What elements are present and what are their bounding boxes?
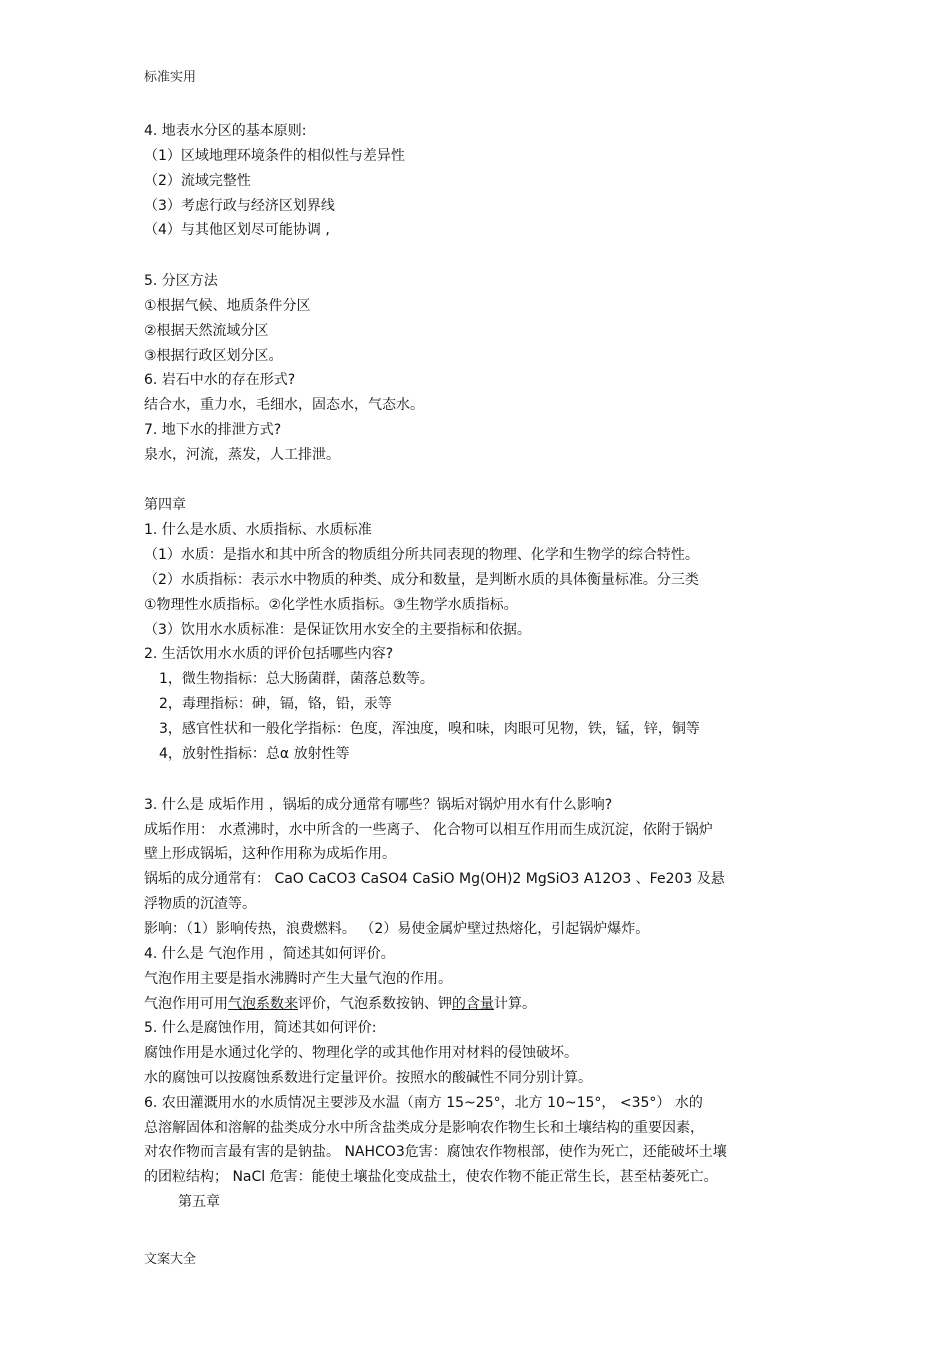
text-run: 计算。 bbox=[494, 996, 536, 1012]
paragraph: 腐蚀作用是水通过化学的、物理化学的或其他作用对材料的侵蚀破坏。 bbox=[144, 1045, 578, 1061]
list-item: （3）饮用水水质标准：是保证饮用水安全的主要指标和依据。 bbox=[144, 622, 531, 638]
question-heading: 1. 什么是水质、水质指标、水质标准 bbox=[144, 522, 372, 538]
text-run: 气泡作用可用 bbox=[144, 996, 228, 1012]
paragraph: ①物理性水质指标。②化学性水质指标。③生物学水质指标。 bbox=[144, 597, 518, 613]
chapter-4-title: 第四章 bbox=[144, 497, 186, 513]
list-item: （1）区域地理环境条件的相似性与差异性 bbox=[144, 148, 405, 164]
paragraph: 结合水，重力水，毛细水，固态水，气态水。 bbox=[144, 397, 424, 413]
paragraph: 6. 农田灌溉用水的水质情况主要涉及水温（南方 15~25°，北方 10~15°， <35°） 水的 bbox=[144, 1095, 703, 1111]
page-header: 标准实用 bbox=[144, 70, 197, 85]
paragraph: 泉水，河流，蒸发，人工排泄。 bbox=[144, 447, 340, 463]
question-heading: 5. 什么是腐蚀作用，简述其如何评价: bbox=[144, 1020, 377, 1036]
question-7-heading: 7. 地下水的排泄方式? bbox=[144, 422, 282, 438]
paragraph: 水的腐蚀可以按腐蚀系数进行定量评价。按照水的酸碱性不同分别计算。 bbox=[144, 1070, 592, 1086]
question-heading: 2. 生活饮用水水质的评价包括哪些内容? bbox=[144, 646, 394, 662]
underlined-term: 的含量 bbox=[452, 996, 494, 1012]
list-item: 2，毒理指标：砷，镉，铬，铅，汞等 bbox=[159, 696, 392, 712]
chapter-5-title: 第五章 bbox=[178, 1194, 220, 1210]
list-item: ③根据行政区划分区。 bbox=[144, 348, 283, 364]
question-4-heading: 4. 地表水分区的基本原则: bbox=[144, 123, 307, 139]
list-item: 1，微生物指标：总大肠菌群，菌落总数等。 bbox=[159, 671, 434, 687]
paragraph: 的团粒结构； NaCl 危害：能使土壤盐化变成盐土，使农作物不能正常生长，甚至枯萎死亡。 bbox=[144, 1169, 718, 1185]
underlined-term: 气泡系数来 bbox=[228, 996, 298, 1012]
list-item: （2）水质指标：表示水中物质的种类、成分和数量，是判断水质的具体衡量标准。分三类 bbox=[144, 572, 699, 588]
paragraph: 锅垢的成分通常有： CaO CaCO3 CaSO4 CaSiO Mg(OH)2 MgSiO3 A12O3 、Fe203 及悬 bbox=[144, 871, 725, 887]
paragraph: 浮物质的沉渣等。 bbox=[144, 896, 256, 912]
page-footer: 文案大全 bbox=[144, 1252, 197, 1267]
list-item: ②根据天然流域分区 bbox=[144, 323, 269, 339]
list-item: ①根据气候、地质条件分区 bbox=[144, 298, 311, 314]
question-heading: 3. 什么是 成垢作用 ，锅垢的成分通常有哪些？锅垢对锅炉用水有什么影响? bbox=[144, 797, 613, 813]
paragraph: 总溶解固体和溶解的盐类成分水中所含盐类成分是影响农作物生长和土壤结构的重要因素， bbox=[144, 1120, 704, 1136]
question-6-heading: 6. 岩石中水的存在形式? bbox=[144, 372, 296, 388]
list-item: （3）考虑行政与经济区划界线 bbox=[144, 198, 335, 214]
list-item: 4，放射性指标：总α 放射性等 bbox=[159, 746, 350, 762]
paragraph: 气泡作用主要是指水沸腾时产生大量气泡的作用。 bbox=[144, 971, 452, 987]
list-item: （1）水质：是指水和其中所含的物质组分所共同表现的物理、化学和生物学的综合特性。 bbox=[144, 547, 699, 563]
question-5-heading: 5. 分区方法 bbox=[144, 273, 218, 289]
list-item: （4）与其他区划尽可能协调 , bbox=[144, 222, 330, 238]
paragraph: 成垢作用： 水煮沸时，水中所含的一些离子、 化合物可以相互作用而生成沉淀，依附于锅炉 bbox=[144, 822, 713, 838]
paragraph: 壁上形成锅垢，这种作用称为成垢作用。 bbox=[144, 846, 396, 862]
list-item: （2）流域完整性 bbox=[144, 173, 251, 189]
paragraph: 对农作物而言最有害的是钠盐。 NAHCO3危害：腐蚀农作物根部，使作为死亡，还能破坏土壤 bbox=[144, 1144, 727, 1160]
text-run: 评价，气泡系数按钠、钾 bbox=[298, 996, 452, 1012]
question-heading: 4. 什么是 气泡作用 ，简述其如何评价。 bbox=[144, 946, 395, 962]
list-item: 3，感官性状和一般化学指标：色度，浑浊度，嗅和味，肉眼可见物，铁，锰，锌，铜等 bbox=[159, 721, 700, 737]
paragraph bbox=[144, 994, 536, 1014]
paragraph: 影响：（1）影响传热，浪费燃料。 （2）易使金属炉壁过热熔化，引起锅炉爆炸。 bbox=[144, 921, 650, 937]
